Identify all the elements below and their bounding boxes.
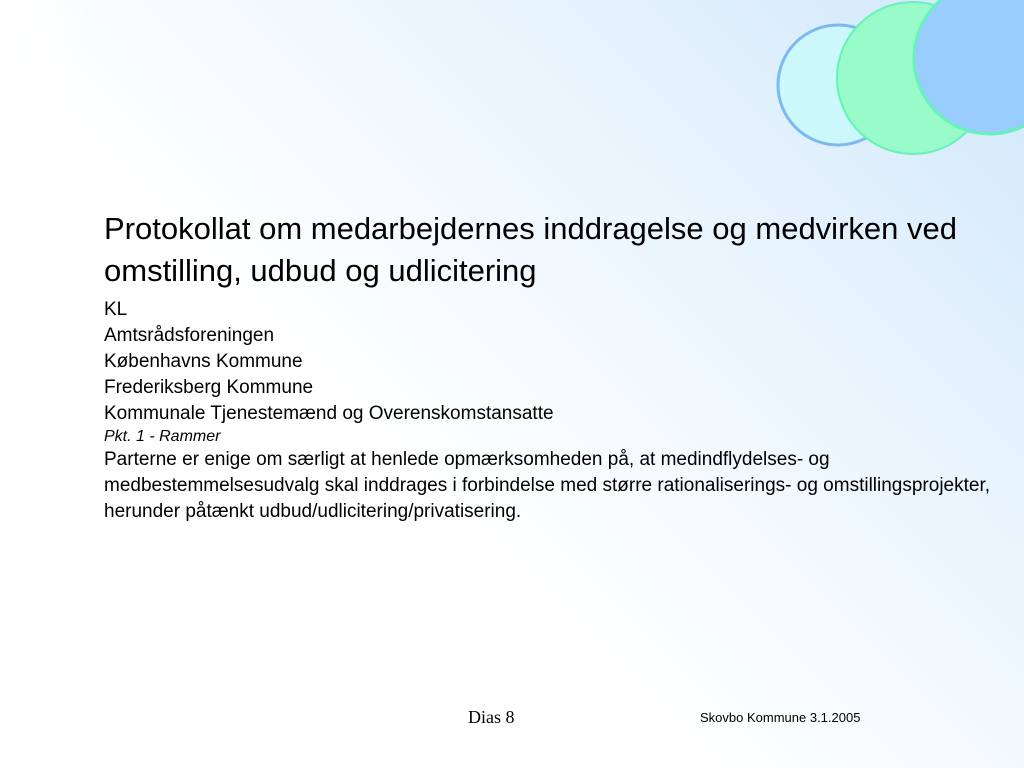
party-line: Amtsrådsforeningen — [104, 325, 275, 346]
party-line: Københavns Kommune — [104, 351, 303, 372]
slide-number: Dias 8 — [468, 707, 515, 727]
slide-body — [104, 297, 1004, 525]
slide-title: Protokollat om medarbejdernes inddragelse og medvirken ved omstilling, udbud og udlicitering — [104, 211, 957, 288]
party-line: Frederiksberg Kommune — [104, 377, 314, 398]
party-line: Kommunale Tjenestemænd og Overenskomstansatte — [104, 403, 554, 424]
footer-organization-date: Skovbo Kommune 3.1.2005 — [700, 710, 861, 725]
body-paragraph: Parterne er enige om særligt at henlede opmærksomheden på, at medindflydelses- og medbestemmelsesudvalg skal inddrages i forbindelse med større rationaliserings- og omstillingsprojekter, herunder påtænkt udbud/udlicitering/privatisering. — [104, 449, 991, 522]
party-line: KL — [104, 299, 128, 320]
section-heading: Pkt. 1 - Rammer — [104, 428, 221, 445]
